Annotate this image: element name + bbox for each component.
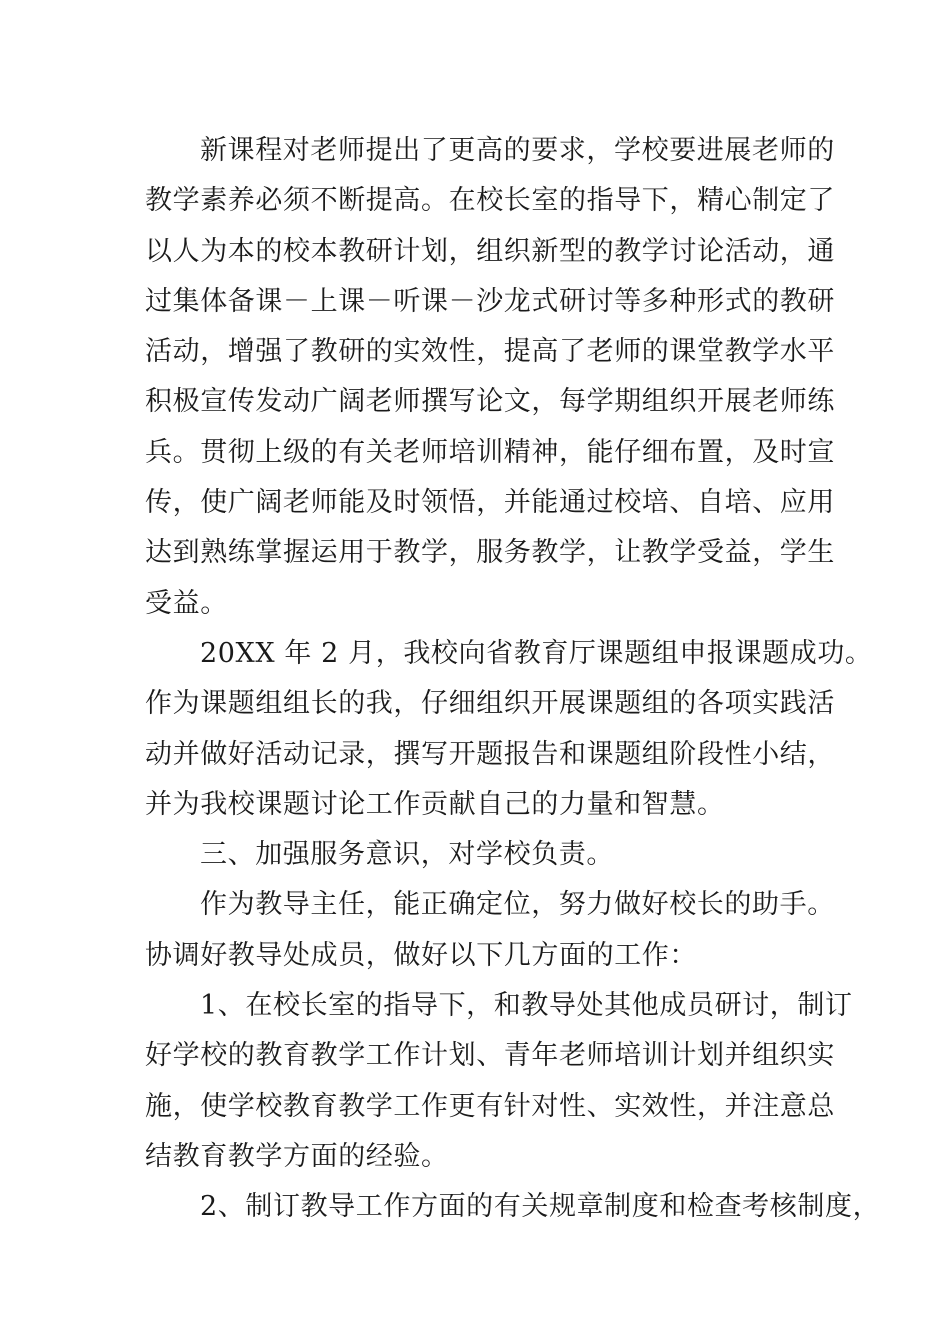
text-line: 活动，增强了教研的实效性，提高了老师的课堂教学水平	[145, 336, 835, 368]
text-line: 达到熟练掌握运用于教学，服务教学，让教学受益，学生	[145, 537, 835, 569]
text-line: 教学素养必须不断提高。在校长室的指导下，精心制定了	[145, 185, 835, 217]
text-line: 动并做好活动记录，撰写开题报告和课题组阶段性小结，	[145, 738, 835, 770]
text-line: 并为我校课题讨论工作贡献自己的力量和智慧。	[145, 788, 725, 820]
text-line: 过集体备课－上课－听课－沙龙式研讨等多种形式的教研	[145, 285, 835, 317]
document-page	[145, 126, 881, 1233]
section-heading: 三、加强服务意识，对学校负责。	[200, 839, 614, 871]
text-line: 作为课题组组长的我，仔细组织开展课题组的各项实践活	[145, 688, 835, 720]
text-line: 以人为本的校本教研计划，组织新型的教学讨论活动，通	[145, 235, 835, 267]
text-line: 施，使学校教育教学工作更有针对性、实效性，并注意总	[145, 1090, 835, 1122]
text-line: 兵。贯彻上级的有关老师培训精神，能仔细布置，及时宣	[145, 436, 835, 468]
text-line: 好学校的教育教学工作计划、青年老师培训计划并组织实	[145, 1040, 835, 1072]
text-line: 作为教导主任，能正确定位，努力做好校长的助手。	[200, 889, 835, 921]
text-line: 协调好教导处成员，做好以下几方面的工作：	[145, 939, 697, 971]
text-line: 传，使广阔老师能及时领悟，并能通过校培、自培、应用	[145, 487, 835, 519]
list-item-text-line: 2、制订教导工作方面的有关规章制度和检查考核制度，	[200, 1191, 881, 1223]
list-item-text-line: 1、在校长室的指导下，和教导处其他成员研讨，制订	[200, 990, 853, 1022]
text-line: 新课程对老师提出了更高的要求，学校要进展老师的	[200, 135, 835, 166]
text-line: 受益。	[145, 587, 228, 619]
text-line: 20XX 年 2 月，我校向省教育厅课题组申报课题成功。	[200, 637, 873, 669]
text-line: 积极宣传发动广阔老师撰写论文，每学期组织开展老师练	[145, 386, 835, 418]
text-line: 结教育教学方面的经验。	[145, 1140, 449, 1172]
